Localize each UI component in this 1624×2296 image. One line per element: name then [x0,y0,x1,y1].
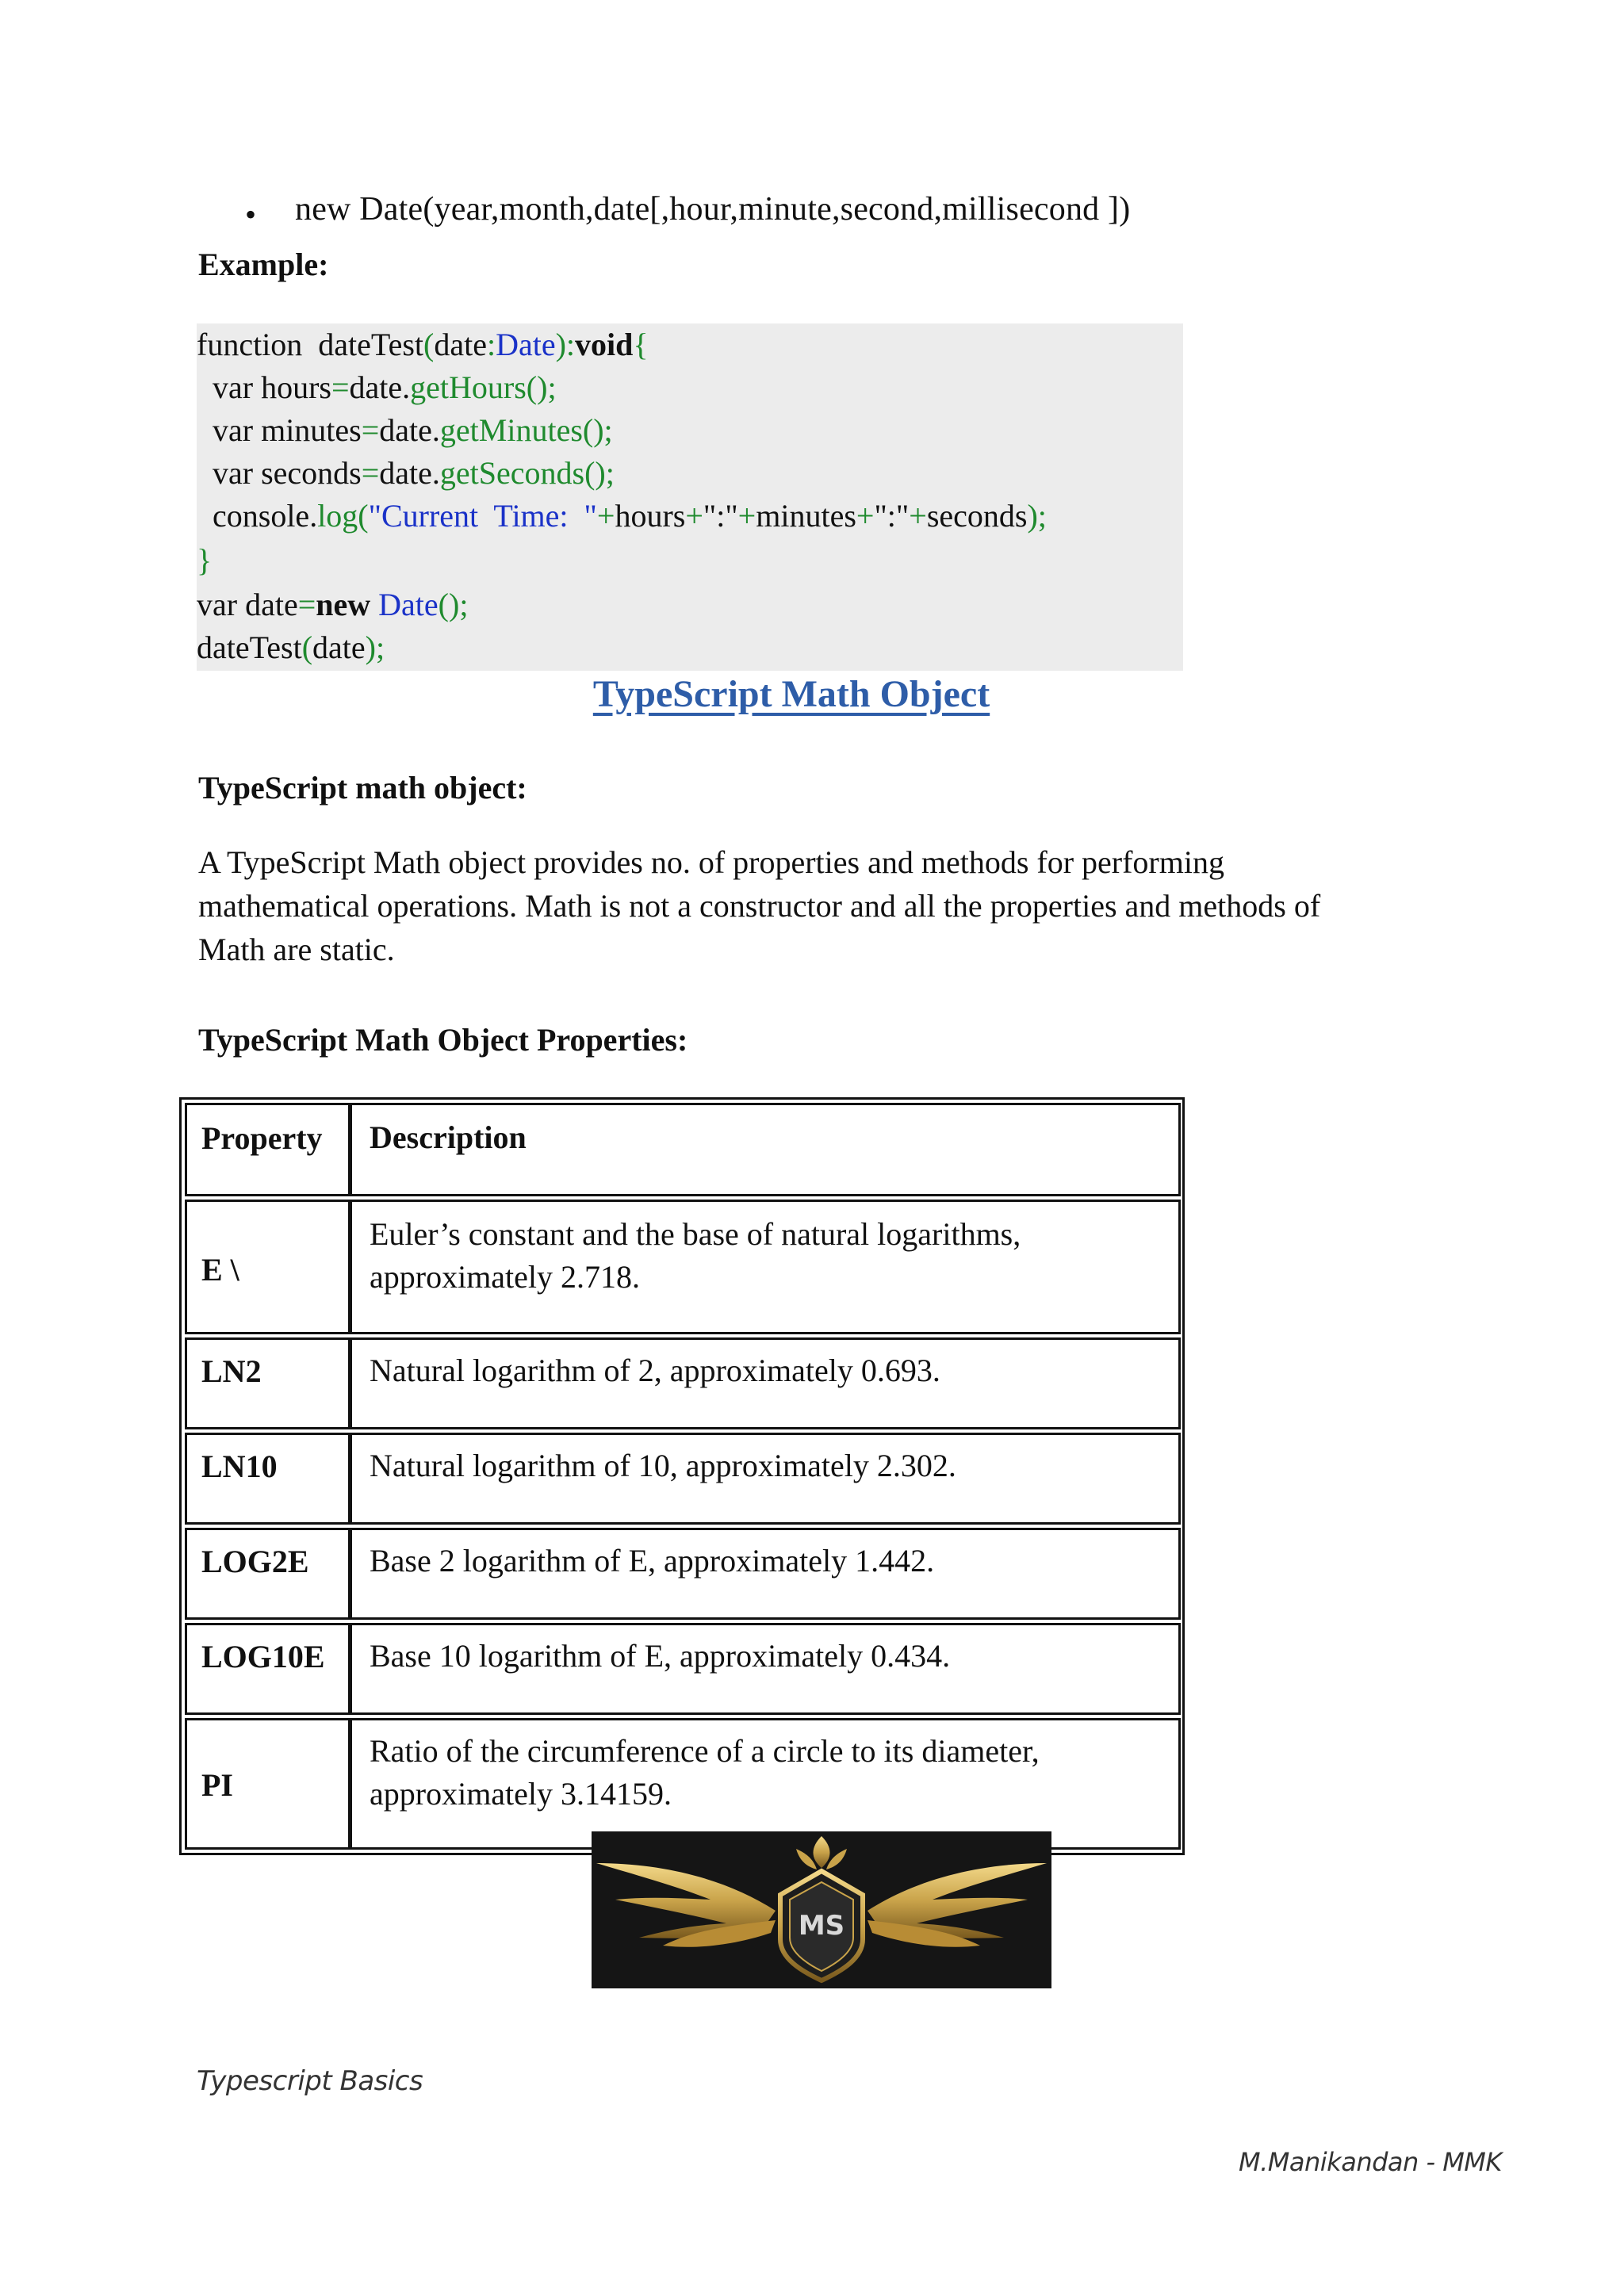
logo-monogram: MS [798,1910,845,1942]
row-description: Euler’s constant and the base of natural logarithms, approximately 2.718. [370,1216,1021,1295]
wings-emblem-icon [592,1831,1051,1988]
code-line-4: var seconds=date.getSeconds(); [197,455,615,491]
header-property: Property [201,1120,323,1156]
table-header-row [185,1103,1181,1196]
row-property: LOG10E [201,1639,325,1674]
code-line-8: dateTest(date); [197,629,385,665]
subheading-properties: TypeScript Math Object Properties: [198,1022,688,1058]
footer-title: Typescript Basics [197,2065,423,2097]
header-description: Description [370,1119,527,1155]
code-line-6: } [197,542,213,578]
row-description: Natural logarithm of 10, approximately 2.302. [370,1448,956,1483]
row-description: Base 2 logarithm of E, approximately 1.442. [370,1543,935,1578]
row-property: E \ [201,1252,239,1288]
bullet-dot: • [245,197,257,232]
code-line-2: var hours=date.getHours(); [197,369,557,405]
row-description: Base 10 logarithm of E, approximately 0.434. [370,1638,951,1674]
section-title: TypeScript Math Object [592,673,990,715]
example-label: Example: [198,247,329,282]
footer-author: M.Manikandan - MMK [1239,2147,1502,2177]
code-line-3: var minutes=date.getMinutes(); [197,412,613,448]
table-row [185,1200,1181,1334]
table-row [185,1718,1181,1850]
paragraph-line: mathematical operations. Math is not a constructor and all the properties and methods of [198,888,1321,924]
code-line-5: console.log("Current Time: "+hours+":"+minutes+":"+seconds); [197,498,1047,534]
properties-table [179,1097,1185,1855]
subheading-math-object: TypeScript math object: [198,770,527,806]
row-property: PI [201,1767,233,1803]
code-line-7: var date=new Date(); [197,587,469,622]
paragraph-line: A TypeScript Math object provides no. of properties and methods for performing [198,844,1224,880]
table-row [185,1337,1181,1429]
row-property: LN2 [201,1353,262,1389]
row-description: Ratio of the circumference of a circle to its diameter, approximately 3.14159. [370,1733,1040,1812]
date-constructor-signature: new Date(year,month,date[,hour,minute,second,millisecond ]) [295,191,1131,228]
paragraph-line: Math are static. [198,932,395,967]
code-block [197,323,1183,671]
row-property: LN10 [201,1448,278,1484]
table-row [185,1433,1181,1525]
row-property: LOG2E [201,1544,309,1579]
ms-winged-logo [592,1831,1051,1988]
code-line-1: function dateTest(date:Date):void{ [197,327,649,362]
table-row [185,1623,1181,1715]
table-row [185,1528,1181,1620]
intro-paragraph [198,840,1388,971]
row-description: Natural logarithm of 2, approximately 0.693. [370,1353,940,1388]
